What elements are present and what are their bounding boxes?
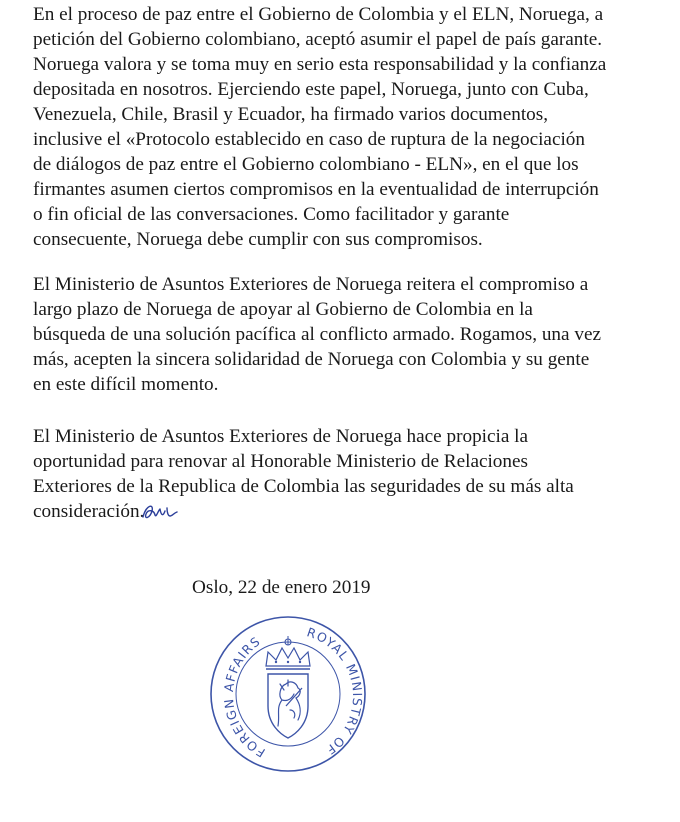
place-and-date: Oslo, 22 de enero 2019 [192, 577, 371, 598]
paragraph-guarantor-role: En el proceso de paz entre el Gobierno de Colombia y el ELN, Noruega, a petición del Gobierno colombiano, aceptó asumir el papel de país garante. Noruega valora y se toma muy en serio esta responsabilidad y la confianza depositada en nosotros. Ejerciendo este papel, Noruega, junto con Cuba, Venezuela, Chile, Brasil y Ecuador, ha firmado varios documentos, inclusive el «Protocolo establecido en caso de ruptura de la negociación de diálogos de paz entre el Gobierno colombiano - ELN», en el que los firmantes asumen ciertos compromisos en la eventualidad de interrupción o fin oficial de las conversaciones. Como facilitador y garante consecuente, Noruega debe cumplir con sus compromisos. [33, 4, 607, 250]
initials-signature [140, 501, 180, 523]
coat-of-arms-shield-icon [268, 674, 308, 738]
paragraph-closing-courtesy [33, 424, 673, 524]
closing-courtesy-text: El Ministerio de Asuntos Exteriores de Noruega hace propicia la oportunidad para renovar al Honorable Ministerio de Relaciones Exteriores de la Republica de Colombia las seguridades de su más alta consideración. [33, 426, 574, 522]
seal-text-right: ROYAL MINISTRY OF [305, 624, 366, 759]
ministry-seal-stamp [208, 614, 368, 774]
paragraph-long-term-commitment: El Ministerio de Asuntos Exteriores de Noruega reitera el compromiso a largo plazo de Noruega de apoyar al Gobierno de Colombia en la búsqueda de una solución pacífica al conflicto armado. Rogamos, una vez más, acepten la sincera solidaridad de Noruega con Colombia y su gente en este difícil momento. [33, 274, 601, 395]
seal-text-left: FOREIGN AFFAIRS [220, 633, 268, 761]
royal-crown-icon [266, 636, 310, 669]
